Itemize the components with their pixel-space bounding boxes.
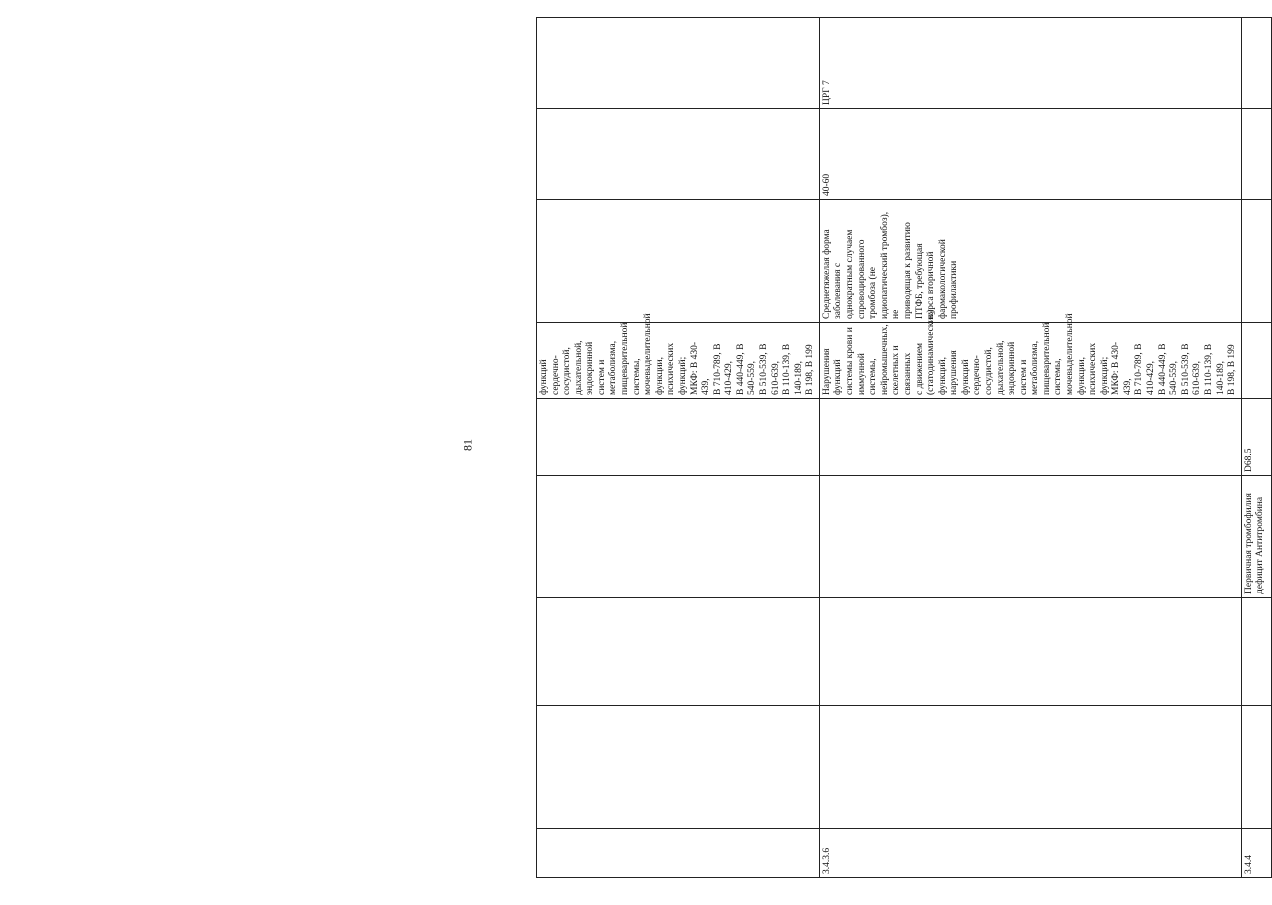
- table-cell: [1241, 323, 1271, 399]
- table-row: [819, 18, 1241, 878]
- table-cell: Среднетяжелая форма заболевания с однократным случаем спровоцированного тромбоза (не идиопатический тромбоз), не приводящая к развитию ПТФБ, требующая курса вторичной фармакологической профилактики: [819, 200, 1241, 323]
- table-cell: Первичная тромбофилия дефицит Антитромбина: [1241, 476, 1271, 598]
- table-cell: [537, 399, 820, 476]
- criteria-table: [536, 17, 1272, 878]
- table-cell: D68.5: [1241, 399, 1271, 476]
- table-cell: [1241, 109, 1271, 200]
- table-cell: функций сердечно- сосудистой, дыхательной, эндокринной систем и метаболизма, пищеварительной системы, мочевыделительной функции, психических функций; МКФ: B 430-439, B 710-789, B 410-429, B 440-449, B 540-559, B 510-539, B 610-639, B 110-139, B 140-189, B 198, B 199: [537, 323, 820, 399]
- table-cell: [537, 200, 820, 323]
- table-cell: [819, 706, 1241, 829]
- table-cell: 3.4.3.6: [819, 829, 1241, 878]
- table-cell: 40-60: [819, 109, 1241, 200]
- table-cell: [819, 476, 1241, 598]
- table-cell: [1241, 706, 1271, 829]
- page-number: 81: [460, 439, 475, 451]
- table-cell: [819, 598, 1241, 706]
- table-cell: 3.4.4: [1241, 829, 1271, 878]
- table-cell: [1241, 200, 1271, 323]
- table-cell: ЦРГ 7: [819, 18, 1241, 109]
- disability-criteria-table-rotated: [536, 18, 1266, 878]
- table-row: [537, 18, 820, 878]
- table-cell: [1241, 18, 1271, 109]
- table-cell: [537, 598, 820, 706]
- table-cell: [1241, 598, 1271, 706]
- table-cell: [819, 399, 1241, 476]
- table-row: [1241, 18, 1271, 878]
- table-cell: [537, 476, 820, 598]
- table-cell: [537, 18, 820, 109]
- table-cell: [537, 829, 820, 878]
- table-cell: [537, 109, 820, 200]
- table-cell: Нарушения функций системы крови и иммунной системы, нейромышечных, скелетных и связанных с движением (статодинамических) функций, нарушения функций сердечно- сосудистой, дыхательной, эндокринной систем и метаболизма, пищеварительной системы, мочевыделительной функции, психических функций; МКФ: B 430-439, B 710-789, B 410-429, B 440-449, B 540-559, B 510-539, B 610-639, B 110-139, B 140-189, B 198, B 199: [819, 323, 1241, 399]
- table-cell: [537, 706, 820, 829]
